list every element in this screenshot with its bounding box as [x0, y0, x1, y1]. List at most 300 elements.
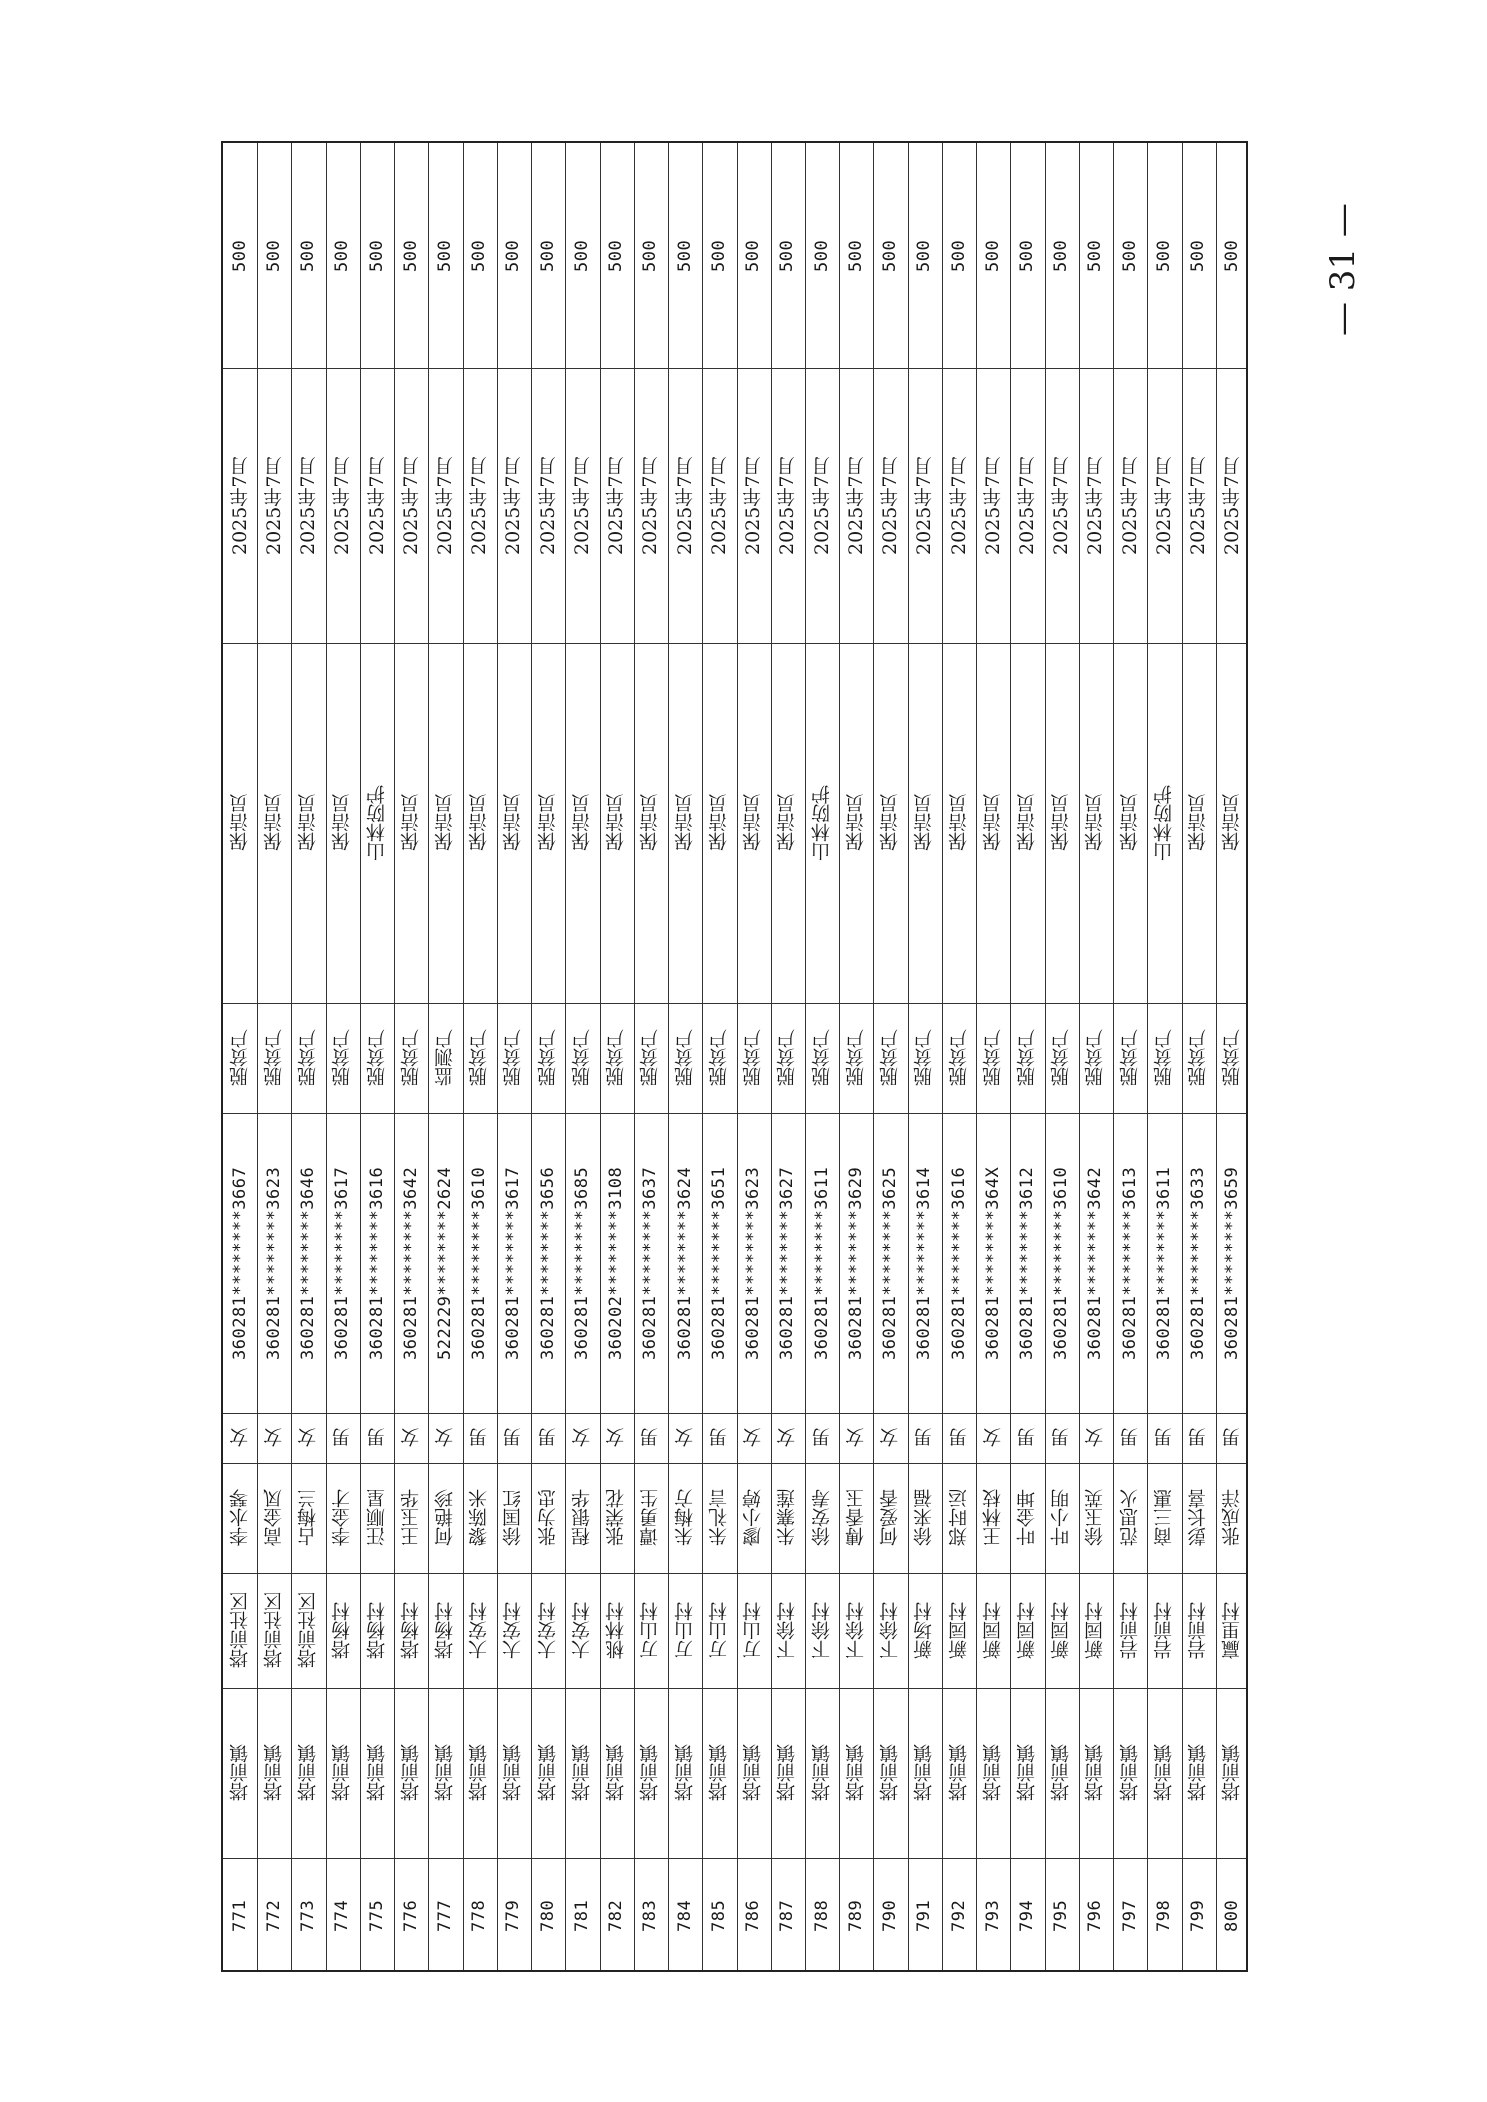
cell-amount: 500	[400, 239, 421, 272]
cell-town: 塔前镇	[1084, 1744, 1107, 1802]
cell-town: 塔前镇	[365, 1744, 388, 1802]
cell-category: 脱贫户	[1118, 1029, 1141, 1087]
cell-category: 脱贫户	[1187, 1029, 1210, 1087]
cell-amount: 500	[1188, 239, 1209, 272]
cell-category: 脱贫户	[297, 1029, 320, 1087]
cell-town: 塔前镇	[262, 1744, 285, 1802]
cell-id: 360281********3633	[1188, 1166, 1209, 1360]
column-divider	[223, 1413, 1246, 1414]
cell-village: 大安村	[536, 1602, 559, 1659]
cell-amount: 500	[298, 239, 319, 272]
cell-category: 脱贫户	[331, 1029, 354, 1087]
cell-no: 789	[845, 1899, 866, 1933]
cell-amount: 500	[914, 239, 935, 272]
cell-amount: 500	[435, 239, 456, 272]
cell-category: 脱贫户	[639, 1029, 662, 1087]
cell-town: 塔前镇	[434, 1744, 457, 1802]
cell-gender: 男	[913, 1428, 936, 1448]
cell-category: 脱贫户	[536, 1029, 559, 1087]
cell-town: 塔前镇	[468, 1744, 491, 1802]
cell-id: 360281********3611	[811, 1166, 832, 1360]
cell-name: 王玉华	[399, 1489, 422, 1547]
cell-id: 360281********3642	[400, 1166, 421, 1360]
cell-gender: 男	[1187, 1428, 1210, 1448]
cell-gender: 男	[947, 1428, 970, 1448]
cell-name: 占梅兰	[297, 1489, 320, 1547]
cell-category: 脱贫户	[981, 1029, 1004, 1087]
cell-category: 脱贫户	[1015, 1029, 1038, 1087]
cell-no: 788	[811, 1899, 832, 1933]
column-divider	[223, 643, 1246, 644]
cell-town: 塔前镇	[502, 1744, 525, 1802]
cell-village: 大安村	[468, 1602, 491, 1659]
cell-id: 360281********3627	[777, 1166, 798, 1360]
cell-gender: 女	[434, 1428, 457, 1448]
cell-job: 保洁员	[1015, 794, 1038, 852]
cell-category: 脱贫户	[1221, 1029, 1244, 1087]
cell-no: 772	[263, 1899, 284, 1933]
cell-gender: 女	[297, 1428, 320, 1448]
cell-name: 李水琴	[228, 1489, 251, 1547]
cell-job: 保洁员	[434, 794, 457, 852]
cell-job: 山林防护	[365, 785, 388, 861]
cell-amount: 500	[982, 239, 1003, 272]
cell-date: 2025年7月	[434, 456, 457, 555]
cell-name: 范思火	[1118, 1489, 1141, 1547]
cell-amount: 500	[469, 239, 490, 272]
cell-job: 保洁员	[1221, 794, 1244, 852]
cell-gender: 男	[536, 1428, 559, 1448]
cell-category: 脱贫户	[879, 1029, 902, 1087]
cell-town: 塔前镇	[1015, 1744, 1038, 1802]
cell-gender: 男	[1152, 1428, 1175, 1448]
cell-id: 360281********3616	[948, 1166, 969, 1360]
column-divider	[223, 368, 1246, 369]
cell-name: 黎陈米	[468, 1489, 491, 1547]
cell-gender: 女	[776, 1428, 799, 1448]
cell-job: 保洁员	[707, 794, 730, 852]
cell-name: 叶小明	[1050, 1489, 1073, 1547]
cell-job: 保洁员	[228, 794, 251, 852]
cell-town: 塔前镇	[810, 1744, 833, 1802]
cell-category: 脱贫户	[570, 1029, 593, 1087]
cell-amount: 500	[640, 239, 661, 272]
cell-name: 徐来福	[913, 1489, 936, 1547]
cell-job: 保洁员	[1118, 794, 1141, 852]
cell-date: 2025年7月	[570, 456, 593, 555]
cell-category: 脱贫户	[1152, 1029, 1175, 1087]
cell-job: 保洁员	[1050, 794, 1073, 852]
cell-date: 2025年7月	[605, 456, 628, 555]
cell-village: 新园村	[947, 1602, 970, 1659]
cell-amount: 500	[229, 239, 250, 272]
column-divider	[223, 1113, 1246, 1114]
cell-town: 塔前镇	[1118, 1744, 1141, 1802]
cell-town: 塔前镇	[605, 1744, 628, 1802]
cell-id: 360281********3610	[1051, 1166, 1072, 1360]
cell-no: 780	[537, 1899, 558, 1933]
cell-id: 360281********3656	[537, 1166, 558, 1360]
cell-no: 779	[503, 1899, 524, 1933]
cell-amount: 500	[1153, 239, 1174, 272]
cell-date: 2025年7月	[1084, 456, 1107, 555]
cell-date: 2025年7月	[1050, 456, 1073, 555]
cell-no: 784	[674, 1899, 695, 1933]
cell-name: 李金才	[331, 1489, 354, 1547]
cell-town: 塔前镇	[570, 1744, 593, 1802]
cell-amount: 500	[1016, 239, 1037, 272]
cell-id: 360281********364X	[982, 1166, 1003, 1360]
cell-amount: 500	[537, 239, 558, 272]
cell-job: 保洁员	[844, 794, 867, 852]
cell-date: 2025年7月	[707, 456, 730, 555]
cell-job: 保洁员	[605, 794, 628, 852]
cell-job: 保洁员	[331, 794, 354, 852]
cell-gender: 女	[228, 1428, 251, 1448]
cell-name: 程银华	[570, 1489, 593, 1547]
cell-name: 傅香玉	[844, 1489, 867, 1547]
cell-category: 脱贫户	[776, 1029, 799, 1087]
cell-gender: 男	[1118, 1428, 1141, 1448]
cell-no: 790	[880, 1899, 901, 1933]
cell-date: 2025年7月	[297, 456, 320, 555]
cell-gender: 女	[262, 1428, 285, 1448]
cell-date: 2025年7月	[262, 456, 285, 555]
cell-id: 360281********3667	[229, 1166, 250, 1360]
cell-category: 脱贫户	[844, 1029, 867, 1087]
cell-job: 保洁员	[297, 794, 320, 852]
cell-name: 商三惠	[1152, 1489, 1175, 1547]
cell-id: 360281********3624	[674, 1166, 695, 1360]
cell-category: 脱贫户	[673, 1029, 696, 1087]
column-divider	[223, 1003, 1246, 1004]
cell-amount: 500	[1085, 239, 1106, 272]
cell-id: 360281********3623	[743, 1166, 764, 1360]
cell-village: 新场村	[913, 1602, 936, 1659]
cell-amount: 500	[845, 239, 866, 272]
cell-gender: 男	[1050, 1428, 1073, 1448]
cell-amount: 500	[708, 239, 729, 272]
cell-category: 脱贫户	[399, 1029, 422, 1087]
cell-town: 塔前镇	[742, 1744, 765, 1802]
cell-no: 785	[708, 1899, 729, 1933]
cell-id: 360281********3625	[880, 1166, 901, 1360]
cell-gender: 男	[468, 1428, 491, 1448]
cell-no: 797	[1119, 1899, 1140, 1933]
cell-gender: 女	[605, 1428, 628, 1448]
cell-no: 786	[743, 1899, 764, 1933]
cell-village: 大安村	[502, 1602, 525, 1659]
cell-no: 787	[777, 1899, 798, 1933]
cell-no: 800	[1222, 1899, 1243, 1933]
cell-village: 塔杨村	[365, 1602, 388, 1659]
cell-village: 新园村	[1084, 1602, 1107, 1659]
cell-village: 下徐村	[810, 1602, 833, 1659]
cell-job: 保洁员	[502, 794, 525, 852]
cell-job: 保洁员	[913, 794, 936, 852]
cell-village: 大安村	[570, 1602, 593, 1659]
cell-town: 塔前镇	[1050, 1744, 1073, 1802]
cell-no: 783	[640, 1899, 661, 1933]
cell-name: 王林枝	[981, 1489, 1004, 1547]
cell-name: 何艳珍	[434, 1489, 457, 1547]
cell-amount: 500	[606, 239, 627, 272]
cell-id: 360281********3611	[1153, 1166, 1174, 1360]
cell-id: 522229********2624	[435, 1166, 456, 1360]
cell-id: 360281********3612	[1016, 1166, 1037, 1360]
cell-village: 塔杨村	[331, 1602, 354, 1659]
data-table	[221, 141, 1248, 1972]
cell-name: 张为忠	[536, 1489, 559, 1547]
cell-gender: 女	[981, 1428, 1004, 1448]
cell-job: 保洁员	[1084, 794, 1107, 852]
cell-town: 塔前镇	[297, 1744, 320, 1802]
cell-town: 塔前镇	[1187, 1744, 1210, 1802]
cell-gender: 女	[399, 1428, 422, 1448]
cell-village: 下徐村	[879, 1602, 902, 1659]
cell-category: 脱贫户	[707, 1029, 730, 1087]
cell-date: 2025年7月	[1152, 456, 1175, 555]
cell-gender: 女	[742, 1428, 765, 1448]
column-divider	[223, 1858, 1246, 1859]
cell-no: 798	[1153, 1899, 1174, 1933]
cell-name: 彭长喜	[1187, 1489, 1210, 1547]
cell-date: 2025年7月	[844, 456, 867, 555]
cell-no: 796	[1085, 1899, 1106, 1933]
cell-category: 脱贫户	[1050, 1029, 1073, 1087]
cell-gender: 男	[502, 1428, 525, 1448]
cell-id: 360281********3659	[1222, 1166, 1243, 1360]
cell-town: 塔前镇	[228, 1744, 251, 1802]
cell-amount: 500	[674, 239, 695, 272]
cell-village: 下徐村	[844, 1602, 867, 1659]
cell-village: 下徐村	[776, 1602, 799, 1659]
cell-name: 叶金坤	[1015, 1489, 1038, 1547]
cell-no: 778	[469, 1899, 490, 1933]
cell-job: 保洁员	[879, 794, 902, 852]
cell-job: 保洁员	[570, 794, 593, 852]
cell-date: 2025年7月	[331, 456, 354, 555]
cell-date: 2025年7月	[879, 456, 902, 555]
cell-no: 782	[606, 1899, 627, 1933]
cell-town: 塔前镇	[776, 1744, 799, 1802]
cell-town: 塔前镇	[981, 1744, 1004, 1802]
cell-id: 360281********3610	[469, 1166, 490, 1360]
cell-id: 360281********3637	[640, 1166, 661, 1360]
cell-category: 脱贫户	[913, 1029, 936, 1087]
cell-id: 360281********3613	[1119, 1166, 1140, 1360]
cell-gender: 女	[1084, 1428, 1107, 1448]
cell-id: 360281********3617	[503, 1166, 524, 1360]
cell-village: 新园村	[981, 1602, 1004, 1659]
cell-name: 谭勇生	[639, 1489, 662, 1547]
cell-name: 徐安寿	[810, 1489, 833, 1547]
cell-job: 保洁员	[673, 794, 696, 852]
cell-no: 774	[332, 1899, 353, 1933]
cell-gender: 男	[639, 1428, 662, 1448]
cell-village: 万山村	[707, 1602, 730, 1659]
cell-job: 保洁员	[468, 794, 491, 852]
cell-name: 廖小婷	[742, 1489, 765, 1547]
cell-gender: 男	[810, 1428, 833, 1448]
cell-date: 2025年7月	[981, 456, 1004, 555]
cell-amount: 500	[948, 239, 969, 272]
cell-amount: 500	[1222, 239, 1243, 272]
cell-name: 高金凤	[262, 1489, 285, 1547]
cell-gender: 男	[707, 1428, 730, 1448]
cell-town: 塔前镇	[1221, 1744, 1244, 1802]
column-divider	[223, 1463, 1246, 1464]
cell-date: 2025年7月	[468, 456, 491, 555]
cell-date: 2025年7月	[1015, 456, 1038, 555]
cell-amount: 500	[571, 239, 592, 272]
cell-no: 773	[298, 1899, 319, 1933]
cell-name: 张成洋	[1221, 1489, 1244, 1547]
cell-date: 2025年7月	[536, 456, 559, 555]
cell-date: 2025年7月	[399, 456, 422, 555]
cell-job: 保洁员	[536, 794, 559, 852]
cell-id: 360281********3617	[332, 1166, 353, 1360]
cell-village: 万山村	[742, 1602, 765, 1659]
column-divider	[223, 1573, 1246, 1574]
cell-amount: 500	[811, 239, 832, 272]
cell-gender: 女	[673, 1428, 696, 1448]
cell-gender: 男	[1015, 1428, 1038, 1448]
cell-village: 塔前社区	[228, 1592, 251, 1669]
cell-category: 脱贫户	[810, 1029, 833, 1087]
cell-no: 781	[571, 1899, 592, 1933]
cell-date: 2025年7月	[639, 456, 662, 555]
cell-village: 新园村	[1050, 1602, 1073, 1659]
cell-date: 2025年7月	[228, 456, 251, 555]
cell-amount: 500	[263, 239, 284, 272]
cell-village: 塔前社区	[297, 1592, 320, 1669]
cell-village: 万山村	[673, 1602, 696, 1659]
cell-id: 360281********3685	[571, 1166, 592, 1360]
cell-no: 792	[948, 1899, 969, 1933]
cell-amount: 500	[366, 239, 387, 272]
cell-town: 塔前镇	[707, 1744, 730, 1802]
cell-name: 朱礼言	[707, 1489, 730, 1547]
cell-id: 360281********3623	[263, 1166, 284, 1360]
cell-town: 塔前镇	[947, 1744, 970, 1802]
cell-village: 岩前村	[1118, 1602, 1141, 1659]
cell-gender: 男	[331, 1428, 354, 1448]
cell-gender: 男	[365, 1428, 388, 1448]
cell-gender: 女	[879, 1428, 902, 1448]
cell-amount: 500	[1119, 239, 1140, 272]
cell-gender: 男	[1221, 1428, 1244, 1448]
cell-job: 山林防护	[810, 785, 833, 861]
cell-no: 775	[366, 1899, 387, 1933]
cell-category: 脱贫户	[262, 1029, 285, 1087]
cell-id: 360281********3616	[366, 1166, 387, 1360]
cell-amount: 500	[1051, 239, 1072, 272]
cell-amount: 500	[332, 239, 353, 272]
cell-category: 脱贫户	[1084, 1029, 1107, 1087]
cell-town: 塔前镇	[673, 1744, 696, 1802]
cell-job: 山林防护	[1152, 785, 1175, 861]
cell-date: 2025年7月	[1221, 456, 1244, 555]
cell-job: 保洁员	[947, 794, 970, 852]
cell-id: 360281********3651	[708, 1166, 729, 1360]
cell-job: 保洁员	[1187, 794, 1210, 852]
cell-date: 2025年7月	[502, 456, 525, 555]
cell-job: 保洁员	[399, 794, 422, 852]
cell-job: 保洁员	[742, 794, 765, 852]
cell-village: 赢里村	[1221, 1602, 1244, 1659]
cell-category: 脱贫户	[742, 1029, 765, 1087]
cell-name: 朱梅方	[673, 1489, 696, 1547]
cell-date: 2025年7月	[810, 456, 833, 555]
cell-category: 脱贫户	[947, 1029, 970, 1087]
cell-amount: 500	[777, 239, 798, 272]
cell-id: 360281********3629	[845, 1166, 866, 1360]
cell-date: 2025年7月	[1118, 456, 1141, 555]
cell-job: 保洁员	[776, 794, 799, 852]
cell-job: 保洁员	[639, 794, 662, 852]
cell-village: 塔杨村	[434, 1602, 457, 1659]
column-divider	[223, 1688, 1246, 1689]
cell-town: 塔前镇	[639, 1744, 662, 1802]
cell-name: 郑时运	[947, 1489, 970, 1547]
cell-name: 徐玉英	[1084, 1489, 1107, 1547]
cell-category: 脱贫户	[502, 1029, 525, 1087]
cell-town: 塔前镇	[536, 1744, 559, 1802]
cell-category: 脱贫户	[605, 1029, 628, 1087]
cell-job: 保洁员	[262, 794, 285, 852]
cell-no: 791	[914, 1899, 935, 1933]
cell-date: 2025年7月	[742, 456, 765, 555]
cell-no: 799	[1188, 1899, 1209, 1933]
cell-no: 777	[435, 1899, 456, 1933]
cell-no: 771	[229, 1899, 250, 1933]
cell-town: 塔前镇	[399, 1744, 422, 1802]
cell-category: 脱贫户	[228, 1029, 251, 1087]
cell-no: 794	[1016, 1899, 1037, 1933]
cell-job: 保洁员	[981, 794, 1004, 852]
cell-no: 776	[400, 1899, 421, 1933]
cell-date: 2025年7月	[673, 456, 696, 555]
cell-amount: 500	[503, 239, 524, 272]
cell-category: 脱贫户	[468, 1029, 491, 1087]
cell-village: 岩前村	[1187, 1602, 1210, 1659]
cell-town: 塔前镇	[844, 1744, 867, 1802]
cell-id: 360281********3614	[914, 1166, 935, 1360]
cell-village: 万山村	[639, 1602, 662, 1659]
cell-village: 塔前社区	[262, 1592, 285, 1669]
cell-village: 塔杨村	[399, 1602, 422, 1659]
cell-date: 2025年7月	[365, 456, 388, 555]
cell-town: 塔前镇	[331, 1744, 354, 1802]
cell-gender: 女	[570, 1428, 593, 1448]
cell-id: 360202********3108	[606, 1166, 627, 1360]
cell-date: 2025年7月	[947, 456, 970, 555]
cell-id: 360281********3646	[298, 1166, 319, 1360]
cell-amount: 500	[743, 239, 764, 272]
cell-town: 塔前镇	[879, 1744, 902, 1802]
cell-date: 2025年7月	[776, 456, 799, 555]
cell-category: 脱贫户	[365, 1029, 388, 1087]
cell-name: 张荣花	[605, 1489, 628, 1547]
cell-village: 新园村	[1015, 1602, 1038, 1659]
cell-name: 朱寨莲	[776, 1489, 799, 1547]
cell-village: 桃林村	[605, 1602, 628, 1659]
cell-category: 监测户	[434, 1029, 457, 1087]
cell-id: 360281********3642	[1085, 1166, 1106, 1360]
cell-no: 795	[1051, 1899, 1072, 1933]
cell-date: 2025年7月	[913, 456, 936, 555]
